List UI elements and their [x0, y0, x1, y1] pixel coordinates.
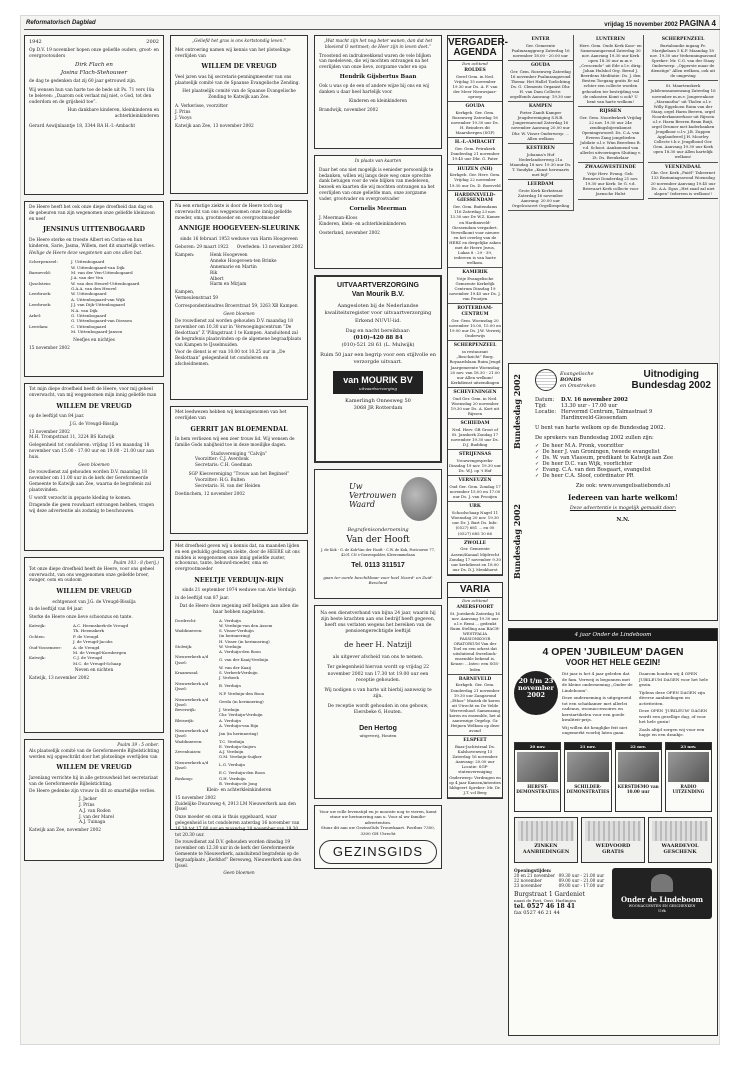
- family-row-people: J.A. van der Ven: [71, 275, 104, 281]
- agenda-title: VERGADER- AGENDA: [448, 36, 502, 61]
- speaker-name: De heer D.C. van Wijk, voorlichter: [542, 461, 633, 467]
- agenda-item: [448, 502, 502, 538]
- family-member: Anneke Hoogeveen-ten Brinke: [210, 259, 277, 265]
- family-row-place: Kraamwaal:: [175, 670, 199, 676]
- agenda-item: [448, 304, 502, 341]
- agenda-item: [578, 107, 643, 164]
- agenda-text: Ger. Gem. Petrakerk Donderdag 21 november 19.45 uur Dhr. G. Pater: [450, 146, 500, 162]
- offer-card-image: [518, 821, 574, 841]
- check-icon: ✓: [535, 449, 540, 455]
- agenda-text: Ger. Gem. Buitendams 116 Zaterdag 23 nov. 13.30 uur De W.Z. Kamer en Hardinxveld-Giessendam vergadert. Verwelkomt voor nieuwe en het overleg van de HERZ en dergelijke zaken met de Heere Jezus, Lukas 8 : 29 - 39, iedereen is van harte welkom.: [449, 204, 501, 266]
- agenda-text: Oud Ger. Gem. Zondag 17 november 15.00 en 17.00 uur Ds. J. van Prooijen: [449, 484, 501, 500]
- family-row-people: M. de Vreugd-Kornbergen: [73, 649, 127, 655]
- signer: A. Verkerisse, voorzitter: [175, 103, 228, 109]
- agenda-place: GOUDA: [530, 63, 551, 69]
- agenda-item: [648, 35, 718, 81]
- family-row-place: Beverwijk:: [175, 707, 196, 713]
- agenda-place: URK: [469, 504, 481, 510]
- family-row-place: Oud-Vossemeer:: [29, 644, 62, 650]
- offer-card: [581, 817, 645, 863]
- agenda-text: Ger. Gem. Rozenweg Zaterdag 16 november Psalmzangavond Thema: Het Hallel Toelichting Ds. G. Clements Organist Dhr. H. van Dam Collecte: orgelfonds Aanvang: 19.30 uur: [509, 68, 572, 100]
- event-detail-value: Hardinxveld-Giessendam: [561, 415, 628, 421]
- offer-card-title: ZINKEN AANBIEDINGEN: [522, 842, 570, 855]
- family-row-place: Arkel:: [29, 313, 42, 319]
- family-row-people: G. van der Kaaij-Verduijn: [219, 657, 269, 663]
- event-card-title: HERFST-DEMONSTRATIES: [516, 783, 560, 794]
- obituary-willem-4: „Geliefd het gras is ons kortstondig leven.” Met ontroering namen wij kennis van het plotselinge overlijden van WILLEM DE VREUGD Veel jaren was hij secretaris-penningmeester van ons plaatselijk comité van de Spaanse Evangelische Zending. Het plaatselijk comité van de Spaanse Evangelische Zending te Katwijk aan Zee. A. Verkerisse, voorzitter J. Prins J. Vooys Katwijk aan Zee, 13 november 2002: [170, 35, 308, 194]
- family-row-people: W. van den Heuvel-Uittenbogaard: [71, 280, 140, 286]
- agenda-item: [648, 81, 718, 162]
- family-row-people: W. van der Kaaij: [219, 664, 251, 670]
- family-row-people: (in herinnering): [219, 633, 251, 639]
- ad-den-hertog: Na een dienstverband van bijna 24 jaar, waarin hij zijn beste krachten aan ons bedrijf heeft gegeven, heeft ons verlaten wegens het bereiken van de pensioengerechtigde leeftijd de heer H. Natzijl als uitgever afscheid van ons te nemen. Ter gelegenheid hiervan wordt op vrijdag 22 november 2002 van 17.30 tot 19.00 uur een receptie gehouden. Wij nodigen u van harte uit hierbij aanwezig te zijn. De receptie wordt gehouden in ons gebouw, Eiersbeke 6, Houten. Den Hertog uitgeverij, Houten: [314, 605, 442, 799]
- family-row-people: N.A. van Dijk: [71, 307, 98, 313]
- den-hertog-logo: Den Hertog uitgeverij, Houten: [359, 724, 397, 739]
- speaker-name: De heer C.A. Sloof, coördinator PR: [542, 473, 634, 479]
- family-row-place: Leerbroek:: [29, 291, 52, 297]
- agenda-item: [448, 539, 502, 575]
- speaker-name: Ds. W. van Vlassum, predikant te Katwijk aan Zee: [542, 455, 674, 461]
- agenda-box: VERGADER- AGENDA Den ochtend ROLDES Geref Gem. in Ned. Vrijdag 15 november 19.30 uur Ds. A. F. van der Meer Nieuwsjaar-oproep GOUDA Kerkgeb. Ger. Gem. Rozenweg Zaterdag 16 november 19.30 uur Ds. H. Beinders dit Maarsbergen (SGP) H.-I.-AMBACHT Ger. Gem. Petrakerk Donderdag 21 november 19.45 uur Dhr. G. Pater HUIZEN (NH) Kerkgeb. Ger. Herv. Gem. Vrijdag 22 november 19.30 uur Ds. D. Boesveld HARDINXVELD-GIESSENDAM Ger. Gem. Buitendams 116 Zaterdag 23 nov. 13.30 uur De W.Z. Kamer en Hardinxveld-Giessendam vergadert. Verwelkomt voor nieuwe en het overleg van de HERZ en dergelijke zaken met de Heere Jezus, Lukas 8 : 29 - 39, iedereen is van harte welkom. KAMERIK Vrije Evangelische Gemeente Kerkelijk Centrum Dinsdag 19 november 19.45 uur Ds. J. van Prooijen ROTTERDAM-CENTRUM Ger. Gem. Woensdag 20 november 10.00, 15.00 en 19.00 uur Ds. J.W. Verweij Onderwijs SCHERPENZEEL in restaurant „Boschzicht” Burg. Royaardslaan Ruim Jeugd Jaargemeente Woensdag 20 nov. van 18.30 - 21.00 uur Allen welkom! Kerkdienst uitzendingen SCHEVENINGEN Oud Ger. Gem. in Ned. Woensdag 20 november 19.30 uur Ds. A. Kort uit Rijssen SCHIEDAM Ned. Herv. GB Groot of St. Janskerk Zondag 17 november 19.30 uur Ds. D.J. Budding STRIJENSAS Vrouwengespreks-Dinsdag 19 nov. 19.30 uur Ds. W.J. op 't Hof VERNEUZEN Oud Ger. Gem. Zondag 17 november 15.00 en 17.00 uur Ds. J. van Prooijen URK Schoolschaap Nagel 11 Woensdag 20 nov. 19.30 uur Dr. J. Bart Ds. Info: (0527) 681 ... en 00 (0527) 685 10 66 ZWOLLE Ger. Gemeente Asseni/Kanaal Mijdrecht Zondag 17 november 9.30 uur kerkdienst en 18.00 uur Ds. D.J. Menkhorst: [447, 35, 503, 576]
- event-card-image: [567, 752, 608, 782]
- hours-time: 09.00 uur - 21.00 uur: [558, 877, 605, 883]
- offer-card-title: WEDVOORD GRATIS: [595, 842, 631, 855]
- family-row: [175, 781, 303, 786]
- hours-day: 23 november: [514, 882, 542, 888]
- signer: J. Prins: [79, 802, 95, 808]
- check-icon: ✓: [535, 473, 540, 479]
- family-row-people: J.J. van Dijk-Uittenbogaard: [71, 302, 125, 308]
- agenda-text: Ned. Herv. GB Groot of St. Janskerk Zondag 17 november 19.30 uur Ds. D.J. Budding: [451, 426, 499, 448]
- hours-row: [514, 878, 608, 883]
- varia-title: VARIA: [448, 583, 502, 598]
- event-detail-row: [535, 415, 652, 421]
- check-icon: ✓: [535, 455, 540, 461]
- family-row-people: Th. Heemskerk: [73, 628, 104, 634]
- family-row-people: B. Verduijn: [219, 683, 241, 689]
- family-row: [175, 728, 303, 739]
- family-row-people: W. Verduijn-van den Assem: [219, 622, 273, 628]
- agenda-item: [448, 450, 502, 476]
- column-3: [314, 35, 442, 875]
- agenda-place: ZWAAGWESTEINDE: [585, 165, 636, 171]
- event-card: [564, 742, 611, 812]
- agenda-item: [448, 341, 502, 387]
- agenda-item: [508, 144, 573, 180]
- tree-icon: [651, 874, 673, 892]
- agenda-text: in restaurant „Boschzicht” Burg. Royaardslaan Ruim Jeugd Jaargemeente Woensdag 20 nov. van 18.30 - 21.00 uur Allen welkom! Kerkdienst uitzendingen: [449, 349, 501, 385]
- agenda-place: STRIJENSAS: [458, 452, 492, 458]
- family-row: [29, 661, 159, 666]
- agenda-item: [448, 736, 502, 798]
- family-row-people: N.P. Verduijn-den Boon: [219, 691, 265, 697]
- agenda-text: Ger. Gemeente Psalmzanggroep Zaterdag 16 november 18.00 - 20.00 uur: [511, 42, 570, 58]
- ad-lindeboom: 4 jaar Onder de Lindeboom 4 OPEN 'JUBILEUM' DAGEN VOOR HET HELE GEZIN! 20 t/m 23 november 2002 Dit jaar is het 4 jaar geleden dat de fam. Verweij is begonnen met de kleine onderneming „Onder de Lindeboom”. Deze onderneming is uitgegroeid tot een schatkamer met allerlei cadeaus, woonaccessoires en kerstartikelen voor een goede kwaliteit-prijs. Wij willen dit heuglijke feit niet ongemerkt voorbij laten gaan. Daarom houden wij 4 OPEN JUBILEUM DAGEN voor het hele gezin. Tijdens deze OPEN DAGEN zijn diverse aanbiedingen en activiteiten. Deze OPEN 'JUBILEUM' DAGEN wordt een gezellige dag, of voor het hele gezin! Zoals altijd zorgen wij voor een hapje en een drankje. 20 nov. HERFST-DEMONSTRATIES 21 nov. SCHILDER-DEMONSTRATIES 22 nov. KERSTDEMO van 10.00 uur 23 nov. RADIO UITZENDING ZINKEN AANBIEDINGEN WEDVOORD GRATIS WAARDEVOL GESCHENK Openingstijden: 20 en 21 november 09.30 uur - 21.00 uur 22 november 09.00 uur - 21.00 uur 23 november 09.00 uur - 17.00 uur Burgstraat 1 Gardeniet naast de Post, Oost. Harlingen tel. 0527 46 18 41 fax 0527 46 21 44 Onder de Lindeboom WOONACCENTEN EN GESCHENKEN Urk: [508, 628, 718, 1036]
- agenda-item: [508, 61, 573, 102]
- ad-bundesdag: Bundesdag 2002 Bundesdag 2002 Evangelische BONDS en Omstreken Uitnodiging Bundesdag 2002 Datum: D.V. 16 november 2002 Tijd: 13.30 uur - 17.00 uur Locatie: Hervormd Centrum, Talmastraat 9 Hardinxveld-Giessendam U bent van harte welkom op de Bundesdag 2002. De sprekers van Bundesdag 2002 zullen zijn: ✓ De heer M.A. Pronk, voorzitter ✓ De heer J. van Groningen, tweede evangelist ✓ Ds. W. van Vlassum, predikant te Katwijk aan Zee ✓ De heer D.C. van Wijk, voorlichter ✓ Evang. C.A. van den Bosgaart, evangelist ✓ De heer C.A. Sloof, coördinator PR Zie ook: www.evangelisatiebonds.nl Iedereen van harte welkom! Deze advertentie is mogelijk gemaakt door: N.N.: [508, 363, 718, 621]
- family-row-people: A. Verduijn: [219, 717, 241, 723]
- signer: J. Jacker: [79, 797, 98, 803]
- agenda-item: [648, 163, 718, 199]
- agenda-place: KAMPEN: [528, 104, 553, 110]
- ad-van-mourik: UITVAARTVERZORGING Van Mourik B.V. Aangesloten bij de Nederlandse kwaliteitsregister voor uitvaartverzorging Erkend NUVU-lid. Dag en nacht bereikbaar: (010)-420 88 84 (010)-521 28 61 (L. Mulwijk) Ruim 50 jaar een begrip voor een stijlvolle en verzorgde uitvaart. van MOURIK BV uitvaartverzorging Kamerlingh Onnesweg 50 3068 JR Rotterdam: [314, 275, 442, 463]
- signer: Secretaris: C.H. Goedman: [195, 463, 252, 469]
- family-row-place: [29, 329, 71, 334]
- agenda-item: [448, 476, 502, 502]
- agenda-text: Burtabondie ingang Pr. Marijkelaan 5 K.P. Maandag 18 nov. 19.30 uur Verkenningsavond Spreker: Mr. C.G. van der Staay Onderwerp: „Opperste maar de dienstige” Allen welkom, ook uit de omgeving: [650, 42, 716, 79]
- family-row-people: B. Verduijn-de Jong: [219, 780, 258, 786]
- event-card-date: 21 nov.: [565, 743, 610, 750]
- family-member: Henk Hoogeveen: [210, 253, 248, 259]
- family-row: [175, 681, 303, 692]
- agenda-text: Kerkgeb. Ger. Herv. Gem. Vrijdag 22 november 19.30 uur Ds. D. Boesveld: [449, 172, 501, 188]
- varia-box: VARIA Den ochtend AMERSFOORT St. Joriskerk Zaterdag 16 nov. Aanvang 19.30 uur o.l.v. Remi ... gedenkt Ruim Stelling aan BACH-WESTFALIA PASSIONKOOR ORATORIUM Van der Toel en een orkest dat uitsluitend Sweelinck-ensemble bekend is. Keuze: ...Intro: een SGS-leden BARNEVELD Kerkgeb. Ger. Gem. Donderdag 21 november 19.30 uur Zangavond „Ethos” Muziek de koren uit Utrecht en De Velde Wervershoof. Samenzang koren en ensemble, het al aanwezige Orgelsp. Gz Heijnen Welkom op deze avond ELSPEET Baaz-Jachtstraal Ds. Kalshovenweg 15 Zaterdag 16 november Aanvang: 20.00 uur Locatie: SGP-statenvereniging Onderwerp: Verdragen en op 4 jaar Kansen/intenties hbbgeert Spreker: Mr. Dr. J.T. v.d Berg: [447, 582, 503, 799]
- agenda-place: VERNEUZEN: [458, 478, 492, 484]
- family-member: Harm en Mirjam: [210, 282, 247, 288]
- agenda-place: SCHERPENZEEL: [453, 343, 497, 349]
- family-row: [175, 760, 303, 771]
- agenda-item: [508, 180, 573, 211]
- speaker-item: [535, 473, 711, 479]
- agenda-place: HUIZEN (NH): [457, 166, 493, 172]
- agenda-text: Kerkgeb. Ger. Gem. Rozenweg Zaterdag 16 november 19.30 uur Ds. H. Beinders dit Maarsbergen (SGP): [451, 110, 499, 136]
- offer-card-title: WAARDEVOL GESCHENK: [661, 842, 699, 855]
- family-row-people: G.H. Verduijn: [219, 775, 246, 781]
- agenda-text: St. Maartenskerk Jubileumsamenzang Zaterdag 16 november m.m.v. Jongerenkoor „Maranatha” uit Tholen o.l.v. Willy Eggeboen Ruim van der Staay, orgel Harm Beeren, orgel Noorderkameerkoor uit Rijssen o.l.v. Harm Beeren Bram Buijt, orgel Drumer met kaderbanken Jeugdkoor o.l.v. J.B. Zuppen Applaudeerd J.H. Moorley Collecte t.b.v. Jeugdbond Ger. Gem. Aanvang 19.30 uur Kerk open 18.30 uur Allen hartelijk welkom!: [650, 83, 716, 160]
- family-row-people: J. de Vreugd-Jacobs: [73, 639, 113, 645]
- family-row-place: Waddinxveen:: [175, 628, 203, 634]
- family-row-place: IJsselstein:: [29, 280, 52, 286]
- family-row-people: H. Visser (in herinnering): [219, 638, 270, 644]
- family-row-place: Barneveld:: [29, 269, 51, 275]
- family-row-place: Katwijk:: [29, 622, 46, 628]
- family-row-place: Scherpenzeel:: [29, 259, 58, 265]
- offer-card-image: [585, 821, 641, 841]
- event-detail-label: [535, 415, 561, 421]
- hours-row: [514, 883, 608, 888]
- family-row-place: Leerdam:: [29, 323, 49, 329]
- event-card-image: [517, 752, 558, 782]
- agenda-text: Vrije Evangelische Gemeente Kerkelijk Centrum Dinsdag 19 november 19.45 uur Ds. J. van Prooijen: [449, 276, 501, 302]
- family-row-people: J. Verduijn: [219, 707, 240, 713]
- family-row-people: M.C. de Vreugd-Schaap: [73, 660, 122, 666]
- hours-time: 09.30 uur - 21.00 uur: [558, 872, 605, 878]
- agenda-item: [578, 163, 643, 199]
- agenda-place: VEENENDAAL: [664, 164, 702, 170]
- family-row-people: W. Uittenbogaard: [71, 291, 107, 297]
- agenda-place: SCHIEDAM: [460, 421, 490, 427]
- van-mourik-logo: van MOURIK BV uitvaartverzorging: [333, 371, 423, 395]
- speaker-name: De heer J. van Groningen, tweede evangelist: [542, 449, 660, 455]
- family-row-people: C. Uittenbogaard: [71, 323, 107, 329]
- family-row-people: W. Verduijn: [219, 643, 242, 649]
- hours-row: [514, 873, 608, 878]
- agenda-place: KESTEREN: [526, 145, 555, 151]
- agenda-text: Ger. Gem. Woensdag 20 november 10.00, 15.00 en 19.00 uur Ds. J.W. Verweij Onderwijs: [449, 318, 501, 339]
- family-row-people: A.J. Verduijn: [219, 749, 244, 755]
- bundesdag-logo: Evangelische BONDS en Omstreken: [535, 369, 596, 391]
- event-detail-label: Locatie:: [535, 409, 557, 415]
- hours-day: 22 november: [514, 877, 542, 883]
- family-row-people: E.C. Verduijn-den Boon: [219, 770, 265, 776]
- agenda-column: [447, 35, 509, 799]
- event-detail-value: 13.30 uur - 17.00 uur: [561, 403, 618, 409]
- agenda-place: BARNEVELD: [458, 676, 492, 682]
- column-1: [24, 35, 164, 867]
- agenda-item: [448, 138, 502, 164]
- agenda-text: Ger. Gem. Noorderkerk Vrijdag 22 nov. 19.30 uur 24e zendingsbijeenkomst Openingswoord: Ds. C.A. van Everen Zang jongelieden Jubilate o.l.v. Wim Beerdens B. v.d. Schoot. Aankomend van allerlei uitvoeringen Sluiting v. Zt. Ds. Breukelaar: [579, 114, 642, 161]
- agenda-place: ELSPEET: [463, 738, 487, 744]
- family-row-place: Bleiswijk:: [175, 717, 195, 723]
- thanks-baan: „Wat macht zijn het nog beter wanen, dan dat het bloeiend O wetmoet; de Heer zijn in leven doet.” Troostend en indrukwekkend waren de vele blijken van medeleven, die wij mochten ontvangen na het overlijden van onze lieve, zorgzame vader en opa Hendrik Gijsbertus Baan Ook u was op de een of andere wijze bij ons en wij danken u daar heel hartelijk voor. Kinderen en kleinkinderen Brandwijk, november 2002: [314, 35, 442, 149]
- family-row-people: S. Verbeek-Verduijn: [219, 670, 258, 676]
- signer: J. van der Marel: [79, 814, 114, 820]
- event-card: [514, 742, 561, 812]
- globe-icon: [535, 369, 557, 391]
- agenda-item: [448, 66, 502, 102]
- event-card: [665, 742, 712, 812]
- column-6: [578, 35, 644, 200]
- agenda-place: SCHERPENZEEL: [661, 37, 705, 42]
- family-row-people: J. Uittenbogaard: [71, 259, 105, 265]
- family-row-place: Waddinxveen:: [175, 738, 203, 744]
- family-row-place: Leerbroek:: [29, 302, 52, 308]
- family-row-place: Zevenhuizen:: [175, 749, 202, 755]
- event-card-image: [618, 752, 659, 782]
- agenda-item: [448, 165, 502, 191]
- hours-day: 20 en 21 november: [514, 872, 556, 878]
- obituary-willem-1: Tot mijn diepe droefheid heeft de Heere, voor mij geheel onverwacht, van mij weggenomen mijn innig geliefde man WILLEM DE VREUGD op de leeftijd van 84 jaar. J.G. de Vreugd-Bissilja 13 november 2002 M.H. Trompstraat 11, 3224 BS Katwijk Gelegenheid tot condoleren: vrijdag 15 en maandag 18 november van 15.00 - 17.00 uur en 19.00 - 21.00 uur aan huis. Geen bloemen De rouwdienst zal gehouden worden D.V. maandag 18 november om 11.00 uur in de kerk der Gereformeerde Gemeente te Katwijk aan Zee, waarna de begrafenis zal plaatsvinden. U wordt verzocht in gepaste kleding te komen. Dragende die geen rouwkaart ontvangen hebben, vragen wij deze advertentie als zodanig te beschouwen.: [24, 383, 164, 551]
- family-row-people: Chr. Verduijn-Verduijn: [219, 712, 263, 718]
- family-row-people: M. Uittenbogaard-Jansen: [71, 329, 123, 335]
- agenda-place: H.-I.-AMBACHT: [454, 140, 496, 146]
- agenda-item: [448, 419, 502, 450]
- event-card-date: 22 nov.: [616, 743, 661, 750]
- agenda-text: Baaz-Jachtstraal Ds. Kalshovenweg 15 Zaterdag 16 november Aanvang: 20.00 uur Locatie: SGP-statenvereniging Onderwerp: Verdragen en op 4 jaar Kansen/intenties hbbgeert Spreker: Mr. Dr. J.T. v.d Berg: [449, 744, 501, 795]
- agenda-item: [448, 388, 502, 419]
- obituary-annigje: Na een ernstige ziekte is door de Heere toch nog onverwacht van ons weggenomen onze innig geliefde moeder, oma, grootmoeder en overgrootmoeder ANNIGJE HOOGEVEEN-SLEURINK sinds 16 februari 1953 weduwe van Harm Hoogeveen Geboren: 29 maart 1922 Overleden: 13 november 2002 Kampen: Henk Hoogeveen Anneke Hoogeveen-ten Brinke Annemarie en Martin Rik Albert Harm en Mirjam Kampen, Vermeulenstraat 59 Correspondentieadres Broerstraat 59, 3263 XB Kampen Geen bloemen De rouwdienst zal worden gehouden D.V. maandag 18 november om 10.30 uur in 'Verwoegingscentrum “De Beslottaan” Z 'Pilingstraat 1 te Kampen. Aansluitend zal de begrafenis plaatsvinden op de algemene begraafplaats van Kampen te IJsselmuiden. Voor de dienst is er van 10.00 tot 10.25 uur in „De Beslottaan” gelegenheid tot condoleren en afscheidnemen.: [170, 200, 308, 400]
- hours-time: 09.00 uur - 17.00 uur: [558, 882, 605, 888]
- agenda-place: ZWOLLE: [463, 540, 487, 546]
- offer-card: [514, 817, 578, 863]
- family-member: Rik: [210, 270, 218, 276]
- ad-van-der-hooft: Uw Vertrouwen Waard Begrafenisonderneming Van der Hooft J. de Kok - G. de Kok-Van der Hooft - C.W. de Kok, Postcouwe 77, 4201 CN s-Gravenpolder, Kleerommelaan Tel. 0113 311517 gaan ter oorde beschikbaar voor heel Noord- en Zuid-Beveland: [314, 469, 442, 599]
- ad-gezinsgids: Voor uw rolle levenstijd en je mooiste nog te vieren, komt stuur uw herinnering aan u. Voor al uw familie-advertenties. Stuur dit aan uw GezinsGids Trouwkaart. Postbus 7350, 3300 GH Utrecht GEZINSGIDS: [314, 805, 442, 869]
- signer: Secretaris: H. van der Heiden: [195, 483, 261, 489]
- column-5: [508, 35, 574, 211]
- family-row-place: Ochten:: [29, 633, 45, 639]
- agenda-place: KAMERIK: [462, 270, 488, 276]
- signer: A.J. van Roden: [79, 808, 111, 814]
- speaker-name: De heer M.A. Pronk, voorzitter: [542, 443, 624, 449]
- family-row-place: Nieuwerkerk a/d IJssel:: [175, 654, 209, 665]
- flower-icon: [401, 477, 437, 521]
- family-row-place: [175, 781, 219, 786]
- family-row-people: G.M. Verduijn-Suijker: [219, 754, 262, 760]
- signer: J. Vooys: [175, 115, 192, 121]
- family-row-people: G. Uittenbogaard-van Diessen: [71, 318, 132, 324]
- family-row: [175, 654, 303, 665]
- agenda-text: Vrije Herv. Evang. Geb. Rennewi Donderdag 21 nov. 19.30 uur Kerk: 5e G. v.d. Brievaart Kerk collecte voor Jaensche Hulst: [582, 171, 639, 197]
- family-member: Annemarie en Martin: [210, 264, 257, 270]
- agenda-place: AMERSFOORT: [456, 604, 494, 610]
- agenda-text: Schoolschaap Nagel 11 Woensdag 20 nov. 19.30 uur Dr. J. Bart Ds. Info: (0527) 681 ... en 00 (0527) 685 10 66: [451, 510, 499, 536]
- agenda-place: LEERDAM: [527, 181, 554, 187]
- signer: Voorzitter: H.G. Bulten: [195, 477, 245, 483]
- event-card-title: SCHILDER-DEMONSTRATIES: [566, 783, 610, 794]
- obituary-neeltje: Met droefheid geven wij u kennis dat, na maanden lijden en een geduldig gedragen ziekte, door de HEERE uit ons midden is weggenomen onze innig geliefde zuster, schoonzus, tante, behuwd-moeder, oma en overgrootmoeder NEELTJE VERDUIJN-RIJN sinds 21 september 1974 weduwe van Arie Verduijn in de leeftijd van 87 jaar. Dat de Heere deze zegening zelf heiligen aan allen die haar hebben nagelaten. Dordrecht: A. Verduijn W. Verduijn-van den Assem Waddinxveen: S. Visser-Verduijn (in herinnering) H. Visser (in herinnering) Stolwijk: W. Verduijn A. Verduijn-den Boon Nieuwerkerk a/d IJssel: G. van der Kaaij-Verduijn W. van der Kaaij Kraamwaal: S. Verbeek-Verduijn J. Verbeek Nieuwerkerk a/d IJssel: B. Verduijn N.P. Verduijn-den Boon Nieuwerkerk a/d IJssel: Gerda (in herinnering) Beverwijk: J. Verduijn Chr. Verduijn-Verduijn Bleiswijk: A. Verduijn A. Verduijn-van Rijn Nieuwerkerk a/d IJssel: Jan (in herinnering) Waddinxveen: T.C. Verduijn E. Verduijn-Snijers Zevenhuizen: A.J. Verduijn G.M. Verduijn-Suijker Nieuwerkerk a/d IJssel: L.G. Verduijn E.C. Verduijn-den Boon Boskoop: G.H. Verduijn B. Verduijn-de Jong Klein- en achterkleinkinderen 15 november 2002 Zuidelijke Dwarsweg 4, 2913 LM Nieuwerkerk aan den IJssel Onze moeder en oma is thuis opgebaard, waar gelegenheid is tot condoleren zaterdag 16 november van 16.30 tot 17.00 uur en maandag 18 november van 19.30 tot 20.30 uur. De rouwdienst zal D.V. gehouden worden dinsdag 19 november om 12.30 uur in de kerk der Gereformeerde Gemeente te Nieuwerkerk, aansluitend begrafenis op de begraafplaats „Kerkhof” Beresweg, Nieuwerkerk aan den IJssel. Geen bloemen: [170, 540, 308, 830]
- event-detail-label: Datum:: [535, 397, 555, 403]
- offer-card: [648, 817, 712, 863]
- event-card-date: 20 nov.: [515, 743, 560, 750]
- agenda-text: Chr. Ger. Kerk „Pniël” Tabeernet 133 Bezinningsavond Woensdag 20 november Aanvang 19.45 uur Ds. A.A. Egas „Het zaad zal niet slapen” Iedereen is welkom!!: [650, 170, 716, 196]
- family-row-place: Nieuwerkerk a/d IJssel:: [175, 728, 209, 739]
- agenda-place: ROLDES: [464, 68, 486, 73]
- family-row-place: Nieuwerkerk a/d IJssel:: [175, 680, 209, 691]
- lindeboom-logo: Onder de Lindeboom WOONACCENTEN EN GESCHENKEN Urk: [612, 868, 712, 919]
- family-member: Albert: [210, 276, 224, 282]
- agenda-text: Vrouwengespreks-Dinsdag 19 nov. 19.30 uur Ds. W.J. op 't Hof: [449, 458, 501, 474]
- family-row-people: A. Verduijn: [219, 617, 241, 623]
- agenda-place: RIJSSEN: [599, 108, 622, 114]
- family-row-place: Nieuwerkerk a/d IJssel:: [175, 696, 209, 707]
- agenda-item: [508, 35, 573, 61]
- family-row-people: M. van der Ven-Uittenbogaard: [71, 269, 133, 275]
- agenda-place: SCHEVENINGEN: [453, 389, 497, 395]
- family-row-place: Boskoop:: [175, 775, 194, 781]
- agenda-place: HARDINXVELD-GIESSENDAM: [454, 192, 496, 204]
- page-header: [24, 18, 720, 30]
- gezinsgids-logo: GEZINSGIDS: [319, 840, 437, 864]
- agenda-item: [448, 191, 502, 269]
- obituary-gerrit: Met leedwezen hebben wij kennisgenomen van het overlijden van GERRIT JAN BLOEMENDAL In hem verliezen wij een zeer trouw lid. Wij wensen de familie Gods nabijheid toe in deze moeilijke dagen. Stadsvereniging “Calvijn” Voorzitter: C.J. Averdonk Secretaris: C.H. Goedman SGP Kiesvereniging “Trouw aan het Beginsel” Voorzitter: H.G. Bulten Secretaris: H. van der Heiden Doetinchem, 12 november 2002: [170, 406, 308, 534]
- anniversary-ad: 1942 2002 Op D.V. 19 november hopen onze geliefde ouders, groot- en overgrootouders Dirk Flach en Josina Flach-Stehouwer de dag te gedenken dat zij 60 jaar getrouwd zijn. Wij wensen hun van harte toe de bede uit Ps. 71 vers 18a te beleven: „Daarom ook verlaat mij niet, o God, tot den ouderdom en de grijsheid toe”. Hun dankbare kinderen, kleinkinderen en achterkleinkinderen Gerard Aswijnlaantje 18, 3344 RA H.-I.-Ambacht: [24, 35, 164, 195]
- agenda-item: [448, 675, 502, 737]
- agenda-item: [578, 35, 643, 107]
- agenda-item: [448, 603, 502, 675]
- obituary-jensinus: De Heere heeft het ook onze diepe droefheid dan dag en de gebeuren van zijn wegenomen onze geliefde kleinzoon en neef JENSINUS UITTENBOGAARD De Heere sterke en troeste Albert en Corine en hun kinderen, Sarie, Jasma, Willem, met dit smartelijk verlies. Heilige de Heere deze wegstenen aan ons allen bat. Scherpenzeel: J. Uittenbogaard W. Uittenbogaard-van Dijk Barneveld: M. van der Ven-Uittenbogaard J.A. van der Ven IJsselstein: W. van den Heuvel-Uittenbogaard G.A.A. van den Heuvel Leerbroek: W. Uittenbogaard A. Uittenbogaard-van Wijk Leerbroek: J.J. van Dijk-Uittenbogaard N.A. van Dijk Arkel: G. Uittenbogaard G. Uittenbogaard-van Diessen Leerdam: C. Uittenbogaard M. Uittenbogaard-Jansen Neefjes en nichtjes 15 november 2002: [24, 201, 164, 377]
- event-card-title: RADIO UITZENDING: [672, 783, 705, 794]
- family-row-people: G. Uittenbogaard: [71, 313, 107, 319]
- page-date: vrijdag 15 november 2002 PAGINA 4: [604, 19, 716, 28]
- family-row-people: G.A.A. van den Heuvel: [71, 286, 117, 292]
- agenda-place: ENTER: [531, 37, 550, 42]
- family-row-place: [29, 661, 73, 666]
- signer: Voorzitter: C.J. Averdonk: [195, 457, 249, 463]
- agenda-text: Herv. Gem. Oude Kerk Koor- en Samenzangavond Zaterdag 30 nov. Aanvang 19.30 uur Kerk open 18.30 uur m.m.v. „Crescendo” uit Ede o.l.v. dirig. Johan Hulsbol Org. Bernd J. Beerdens Meditatie: Ds. J. den Besten Toegang gratis Er zal echter een collecte worden gehouden ter bestrijding van de onkosten Komt u ook? U bent van harte welkom!: [579, 42, 642, 104]
- obituary-willem-3: Psalm 39 : 5 onber. Als plaatselijk comité van de Gereformeerde Bijbelstichting werden wij opgeschrikt door het plotselinge overlijden van WILLEM DE VREUGD Jarenlang verrichte hij in alle getrouwheid het secretariaat van de Gereformeerde Bijbelstichting. De Heere gedenke zijn vrouw in dit zo smartelijke verlies. J. Jacker J. Prins A.J. van Roden J. van der Marel A.J. Tuinaga Katwijk aan Zee, november 2002: [24, 739, 164, 861]
- event-card-title: KERSTDEMO van 10.00 uur: [617, 783, 659, 794]
- family-row-people: Gerda (in herinnering): [219, 699, 264, 705]
- date-badge: 20 t/m 23 november 2002: [514, 671, 558, 715]
- family-row-place: Stolwijk:: [175, 643, 193, 649]
- publication-name: Reformatorisch Dagblad: [26, 20, 96, 26]
- family-row-people: W. Uittenbogaard-van Dijk: [71, 264, 125, 270]
- agenda-text: Ger. Gemeente Asseni/Kanaal Mijdrecht Zondag 17 november 9.30 uur kerkdienst en 18.00 uur Ds. D.J. Menkhorst: [449, 546, 501, 572]
- check-icon: ✓: [535, 443, 540, 449]
- column-7: [648, 35, 718, 199]
- family-row-place: Dordrecht:: [175, 617, 197, 623]
- agenda-text: Pieter Zandt Kamper Jeugdvereniging S.R.B. Jongerenavond Zaterdag 16 november Aanvang 20.00 uur Dhr. W. Visser Onderwerp: ... Allen welkom: [511, 110, 570, 141]
- family-row-people: A.C. Heemskerk-de Vreugd: [73, 622, 129, 628]
- family-row-people: A. Verduijn-van Rijn: [219, 722, 259, 728]
- obituary-willem-2: Psalm 103 : 8 (berij.) Tot onze diepe droefheid heeft de Heere, voor ons geheel onverwacht, van ons weggenomen onze geliefde broer, zwager, oom en oudoom WILLEM DE VREUGD echtgenoot van J.G. de Vreugd-Bissilja in de leeftijd van 84 jaar. Sterke de Heere onze lieve schoonzus en tante. Katwijk: A.C. Heemskerk-de Vreugd Th. Heemskerk Ochten: P. de Vreugd J. de Vreugd-Jacobs Oud-Vossemeer: A. de Vreugd M. de Vreugd-Kornbergen Katwijk: C.J. de Vreugd M.C. de Vreugd-Schaap Neven en nichten Katwijk, 13 november 2002: [24, 557, 164, 733]
- agenda-item: [448, 102, 502, 138]
- agenda-text: Kerkgeb. Ger. Gem. Donderdag 21 november 19.30 uur Zangavond „Ethos” Muziek de koren uit Utrecht en De Velde Wervershoof. Samenzang koren en ensemble, het al aanwezige Orgelsp. Gz Heijnen Welkom op deze avond: [449, 682, 501, 734]
- family-row-place: Katwijk:: [29, 655, 46, 661]
- agenda-item: [508, 102, 573, 143]
- agenda-text: Johanna's Hof Nederlandserweg 21a Maandag 18 nov. 19.30 uur Ds. T. Vandyke „Kunst herwaarts met bijl”: [509, 151, 572, 177]
- family-row: [175, 697, 303, 708]
- offer-card-image: [652, 821, 708, 841]
- family-row-people: C.J. de Vreugd: [73, 655, 103, 661]
- event-detail-value: D.V. 16 november 2002: [561, 397, 628, 403]
- event-card: [615, 742, 662, 812]
- event-card-image: [668, 752, 709, 782]
- agenda-place: GOUDA: [465, 104, 485, 110]
- check-icon: ✓: [535, 461, 540, 467]
- family-row: [29, 329, 159, 334]
- family-row-people: T.C. Verduijn: [219, 738, 245, 744]
- event-detail-label: Tijd:: [535, 403, 547, 409]
- family-row-people: P. de Vreugd: [73, 633, 99, 639]
- family-row-people: A. Verduijn-den Boon: [219, 649, 261, 655]
- family-row-people: A. Uittenbogaard-van Wijk: [71, 296, 125, 302]
- signer: J. Prins: [175, 109, 191, 115]
- family-row-people: E. Verduijn-Snijers: [219, 743, 256, 749]
- family-row-place: Nieuwerkerk a/d IJssel:: [175, 759, 209, 770]
- event-card-date: 23 nov.: [666, 743, 711, 750]
- agenda-place: ROTTERDAM-CENTRUM: [457, 306, 493, 318]
- family-row-people: L.G. Verduijn: [219, 762, 245, 768]
- column-2: [170, 35, 308, 877]
- check-icon: ✓: [535, 467, 540, 473]
- speaker-name: Evang. C.A. van den Bosgaart, evangelist: [542, 467, 651, 473]
- agenda-text: Geref Gem. in Ned. Vrijdag 15 november 19.30 uur Ds. A. F. van der Meer Nieuwsjaar-oproep: [452, 73, 498, 100]
- agenda-place: LUNTEREN: [595, 37, 626, 42]
- thanks-meerman: In plaats van kaarten Daar het ons niet mogelijk is eenieder persoonlijk te bedanken, willen wij langs deze weg onze oprechte dank betuigen voor de vele blijken van medeleven, bezoek en kaarten die wij mochten ontvangen na het overlijden van onze geliefde man, onze zorgzame vader, grootvader en overgrootvader Cornelis Meerman J. Meerman-Kloos Kinderen, klein- en achterkleinkinderen Oosterland, november 2002: [314, 155, 442, 269]
- event-detail-value: Hervormd Centrum, Talmastraat 9: [561, 409, 653, 415]
- agenda-item: [448, 268, 502, 304]
- family-row-people: S. Visser-Verduijn: [219, 628, 254, 634]
- signer: A.J. Tuinaga: [79, 820, 106, 826]
- family-row-people: J. Verbeek: [219, 675, 239, 681]
- agenda-text: St. Joriskerk Zaterdag 16 nov. Aanvang 19.30 uur o.l.v. Remi ... gedenkt Ruim Stelling aan BACH-WESTFALIA PASSIONKOOR ORATORIUM Van der Toel en een orkest dat uitsluitend Sweelinck-ensemble bekend is. Keuze: ...Intro: een SGS-leden: [449, 610, 501, 672]
- family-row-people: A. de Vreugd: [73, 644, 100, 650]
- family-row-people: Jan (in herinnering): [219, 730, 258, 736]
- agenda-text: Oud Ger. Gem. in Ned. Woensdag 20 november 19.30 uur Ds. A. Kort uit Rijssen: [450, 395, 500, 416]
- agenda-text: Grote Kerk Kerkstraat Zaterdag 16 november Aanvang: 20.00 uur Orgelconcert Orgelbespeling: [511, 187, 570, 209]
